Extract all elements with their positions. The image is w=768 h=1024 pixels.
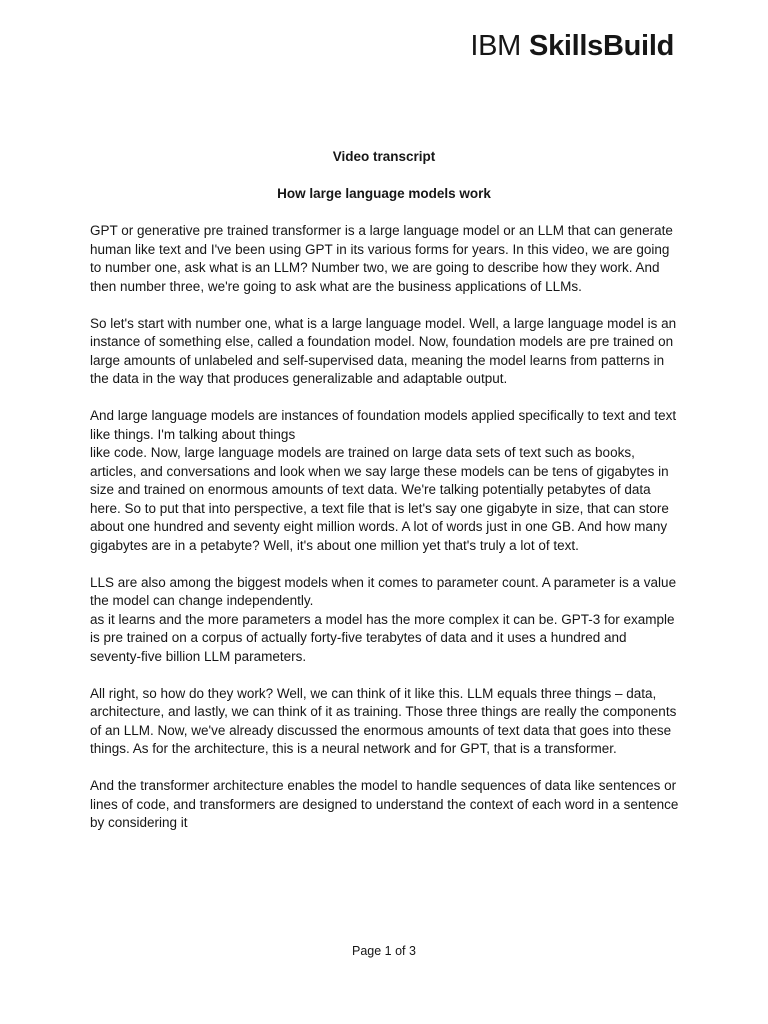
document-subtitle: How large language models work [277,186,491,201]
transcript-paragraph-3: And large language models are instances of foundation models applied specifically to text and text like things. I'm talking about things like code. Now, large language models are trained on large data sets of text such as books, articles, and conversations and look when we say large these models can be tens of gigabytes in size and trained on enormous amounts of text data. We're talking potentially petabytes of data here. So to put that into perspective, a text file that is let's say one gigabyte in size, that can store about one hundred and seventy eight million words. A lot of words just in one GB. And how many gigabytes are in a petabyte? Well, it's about one million yet that's truly a lot of text. [90,408,677,553]
transcript-paragraph-6: And the transformer architecture enables the model to handle sequences of data like sentences or lines of code, and transformers are designed to understand the context of each word in a sentence by considering it [90,778,679,830]
document-title: Video transcript [332,149,436,164]
transcript-paragraph-5: All right, so how do they work? Well, we can think of it like this. LLM equals three things – data, architecture, and lastly, we can think of it as training. Those three things are really the components of an LLM. Now, we've already discussed the enormous amounts of text data that goes into these things. As for the architecture, this is a neural network and for GPT, that is a transformer. [90,685,677,756]
ibm-skillsbuild-logo [470,28,674,64]
transcript-paragraph-2: So let's start with number one, what is a large language model. Well, a large language model is an instance of something else, called a foundation model. Now, foundation models are pre trained on large amounts of unlabeled and self-supervised data, meaning the model learns from patterns in the data in the way that produces generalizable and adaptable output. [90,315,677,386]
transcript-body [90,222,680,851]
transcript-paragraph-4: LLS are also among the biggest models when it comes to parameter count. A parameter is a value the model can change independently. as it learns and the more parameters a model has the more complex it can be. GPT-3 for example is pre trained on a corpus of actually forty-five terabytes of data and it uses a hundred and seventy-five billion LLM parameters. [90,574,677,664]
logo-brand: IBM [470,30,522,62]
page-number: Page 1 of 3 [352,944,416,958]
transcript-paragraph-1: GPT or generative pre trained transformer is a large language model or an LLM that can generate human like text and I've been using GPT in its various forms for years. In this video, we are going to number one, ask what is an LLM? Number two, we are going to describe how they work. And then number three, we're going to ask what are the business applications of LLMs. [90,223,673,294]
logo-product: SkillsBuild [529,30,674,62]
